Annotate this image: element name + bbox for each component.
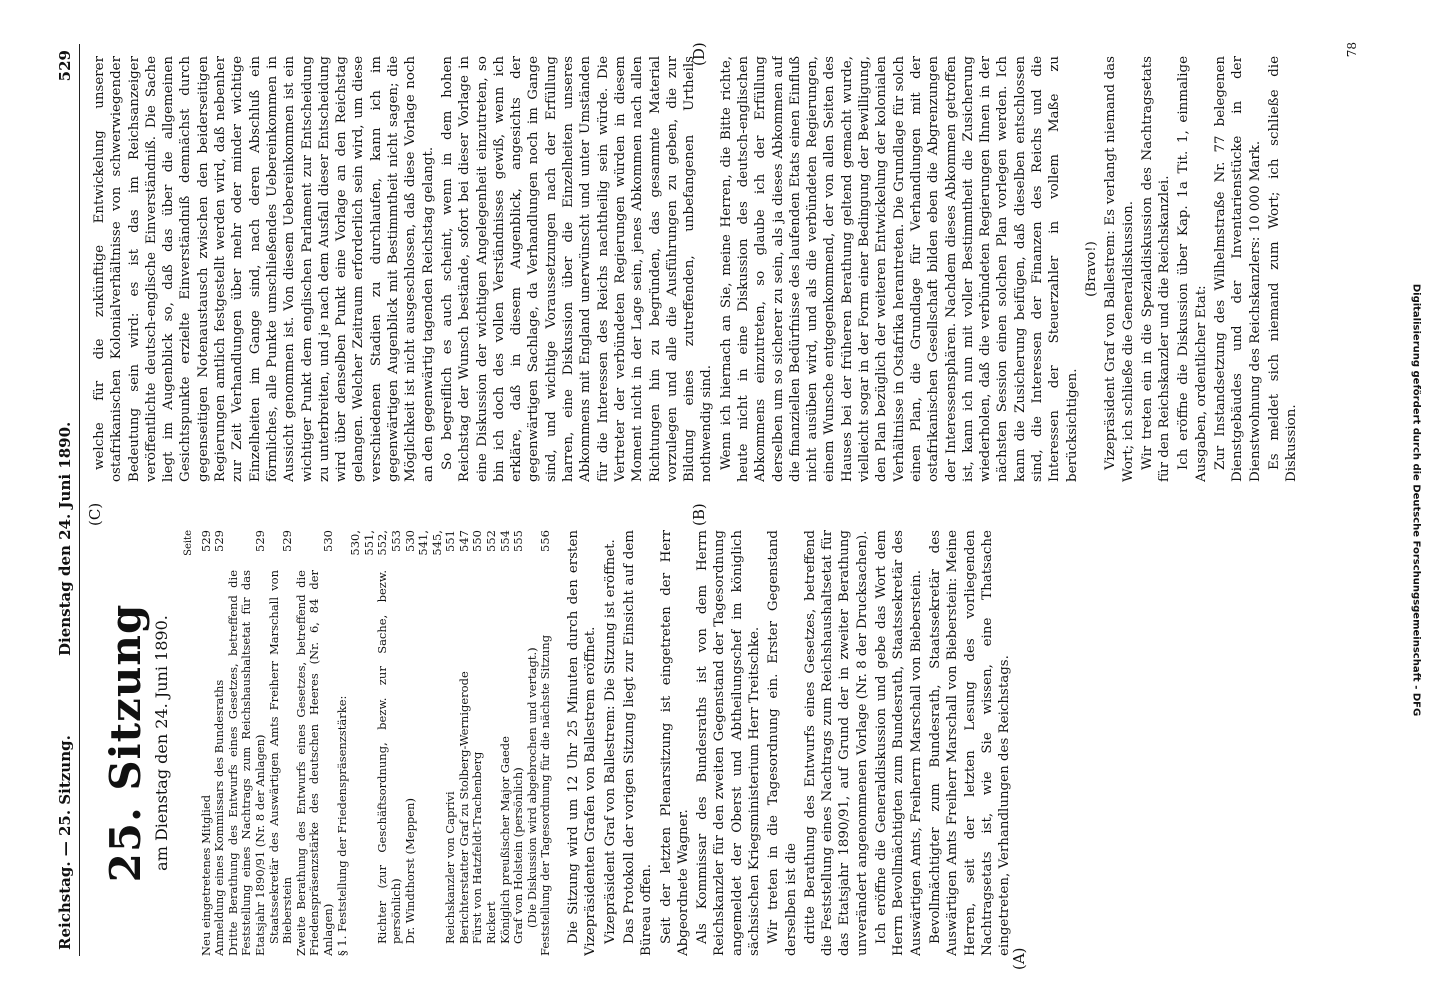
toc-entry-text: § 1. Feststellung der Friedenspräsenzstärke: xyxy=(334,695,349,956)
margin-letter-d: (D) xyxy=(690,42,708,66)
toc-entry xyxy=(200,530,214,956)
toc-entry-text: Neu eingetretenes Mitglied xyxy=(198,794,213,956)
toc-entry xyxy=(499,530,513,956)
toc-entry-text: Berichterstatter Graf zu Stolberg-Wernigerode xyxy=(456,671,471,944)
toc-entry-text: Richter (zur Geschäftsordnung, bezw. zur Sache, bezw. persönlich) xyxy=(375,570,403,944)
paragraph: welche für die zukünftige Entwickelung unserer ostafrikanischen Kolonialverhältnisse von schwerwiegender Bedeutung sein wird: es ist das im Reichsanzeiger veröffentlichte deutsch-englische Einverständniß. Die Sache liegt im Augenblick so, daß das über die allgemeinen Gesichtspunkte erzielte Einverständniß demnächst durch gegenseitigen Notenaustausch zwischen den beiderseitigen Regierungen amtlich festgestellt werden wird, daß nebenher zur Zeit Verhandlungen über mehr oder minder wichtige Einzelheiten im Gange sind, nach deren Abschluß ein förmliches, alle Punkte umschließendes Uebereinkommen in Aussicht genommen ist. Von diesem Uebereinkommen ist ein wichtiger Punkt dem englischen Parlament zur Entscheidung zu unterbreiten, und je nach dem Ausfall dieser Entscheidung wird über denselben Punkt eine Vorlage an den Reichstag gelangen. Welcher Zeitraum erforderlich sein wird, um diese verschiedenen Stadien zu durchlaufen, kann ich im gegenwärtigen Augenblick mit Bestimmtheit nicht sagen; die Möglichkeit ist nicht ausgeschlossen, daß diese Vorlage noch an den gegenwärtig tagenden Reichstag gelangt. xyxy=(92,56,436,482)
toc-entry xyxy=(349,530,403,956)
header-date: Dienstag den 24. Juni 1890. xyxy=(56,421,74,656)
margin-letter-a: (A) xyxy=(1010,947,1028,970)
paragraph: Es meldet sich niemand zum Wort; ich schließe die Diskussion. xyxy=(1266,56,1300,482)
paragraph: Die Sitzung wird um 12 Uhr 25 Minuten durch den ersten Vizepräsidenten Grafen von Ballestrem eröffnet. xyxy=(566,530,599,956)
right-column-body xyxy=(91,56,1300,482)
toc-entry-page: 530, 551, 552, 553 xyxy=(348,530,403,556)
page-header xyxy=(51,44,80,956)
toc-entry xyxy=(485,530,499,956)
paragraph: So begreiflich es auch scheint, wenn in dem hohen Reichstag der Wunsch bestände, sofort bei dieser Vorlage in eine Diskussion der wichtigen Angelegenheit einzutreten, so bin ich doch des vollen Verständnisses gewiß, wenn ich erkläre, daß in diesem Augenblick, angesichts der gegenwärtigen Sachlage, da Verhandlungen noch im Gange sind, und wichtige Voraussetzungen nach der Erfüllung harren, eine Diskussion über die Einzelheiten unseres Abkommens mit England unerwünscht und unter Umständen für die Interessen des Reichs nachtheilig sein würde. Die Vertreter der verbündeten Regierungen würden in diesem Moment nicht in der Lage sein, jenes Abkommen nach allen Richtungen hin zu begründen, das gesammte Material vorzulegen und alle die Ausführungen zu geben, die zur Bildung eines zutreffenden, unbefangenen Urtheils nothwendig sind. xyxy=(439,56,715,482)
toc-entry xyxy=(336,530,350,956)
toc-entry-text: Reichskanzler von Caprivi xyxy=(443,791,458,944)
toc-entry-page xyxy=(526,530,540,570)
toc-entry-page: 555 xyxy=(511,530,526,552)
paragraph: Vizepräsident Graf von Ballestrem: Es verlangt niemand das Wort; ich schließe die Generaldiskussion. xyxy=(1103,56,1136,482)
paragraph: Wir treten in die Tagesordnung ein. Erster Gegenstand derselben ist die xyxy=(766,530,799,956)
toc-entry-text: Staatssekretär des Auswärtigen Amts Freiherr Marschall von Bieberstein xyxy=(266,570,295,944)
toc-entry-page: 541, 545, 551 xyxy=(416,530,458,556)
toc-entry xyxy=(512,530,526,956)
paragraph: Das Protokoll der vorigen Sitzung liegt zur Einsicht auf dem Büreau offen. xyxy=(621,530,655,956)
paragraph: Ich eröffne die Generaldiskussion und gebe das Wort dem Herrn Bevollmächtigten zum Bundesrath, Staatssekretär des Auswärtigen Amts, Freiherrn Marschall von Bieberstein. xyxy=(874,530,924,956)
paragraph: Bevollmächtigter zum Bundesrath, Staatssekretär des Auswärtigen Amts Freiherr Marschall von Bieberstein: Meine Herren, seit der letzten Lesung des vorliegenden Nachtragsetats ist, wie Sie wissen, eine Thatsache eingetreten, Verhandlungen des Reichstags. xyxy=(927,530,1013,956)
funding-note xyxy=(1400,0,1432,1000)
toc-entry xyxy=(458,530,472,956)
toc-entry-page xyxy=(336,530,350,570)
left-column xyxy=(91,530,1015,956)
paragraph: dritte Berathung des Entwurfs eines Gesetzes, betreffend die Feststellung eines Nachtrags zum Reichshaushaltsetat für das Etatsjahr 1890/91, auf Grund der in zweiter Berathung unverändert angenommenen Vorlage (Nr. 8 der Drucksachen). xyxy=(802,530,870,956)
toc-entry-page: 530 xyxy=(320,530,335,552)
toc-entry-page: 547 xyxy=(456,530,471,552)
toc-entry-page: 556 xyxy=(538,530,553,552)
paragraph: (Bravo!) xyxy=(1083,241,1099,297)
paragraph: Vizepräsident Graf von Ballestrem: Die Sitzung ist eröffnet. xyxy=(602,539,618,944)
printer-signature: 78 xyxy=(1344,42,1359,58)
paragraph: Als Kommissar des Bundesraths ist von dem Herrn Reichskanzler für den zweiten Gegenstand der Tagesordnung angemeldet der Oberst und Abtheilungschef im königlich sächsischen Kriegsministerium Herr Treitschke. xyxy=(695,530,762,956)
right-column xyxy=(91,56,1302,482)
toc-seite-label: Seite xyxy=(183,530,195,556)
toc-entry xyxy=(268,530,295,956)
toc-entry-text: Zweite Berathung des Entwurfs eines Gesetzes, betreffend die Friedenspräsenzstärke des deutschen Heeres (Nr. 6, 84 der Anlagen) xyxy=(293,570,335,956)
toc-entry-page: 552 xyxy=(484,530,499,552)
funding-note-text: Digitalisierung gefördert durch die Deutsche Forschungsgemeinschaft - DFG xyxy=(1410,283,1422,717)
toc-entry-page: 529 xyxy=(212,530,227,552)
toc-entry-page: 529 xyxy=(198,530,213,552)
left-column-body xyxy=(565,530,1013,956)
paragraph: Zur Instandsetzung des Wilhelmstraße Nr. 77 belegenen Dienstgebäudes und der Inventarienstücke in der Dienstwohnung des Reichskanzlers: 10 000 Mark. xyxy=(1213,56,1263,482)
margin-letter-b: (B) xyxy=(690,503,708,526)
toc-entry-text: Feststellung der Tagesordnung für die nächste Sitzung xyxy=(538,634,553,956)
toc-entry-page: 530 xyxy=(402,530,417,552)
header-left: Reichstag. — 25. Sitzung. xyxy=(56,735,74,950)
paragraph: Wir treten ein in die Spezialdiskussion des Nachtragsetats für den Reichskanzler und die Reichskanzlei. xyxy=(1139,56,1173,482)
margin-letter-c: (C) xyxy=(86,502,104,526)
toc-entry xyxy=(526,530,540,956)
toc-entry-text: (Die Diskussion wird abgebrochen und vertagt.) xyxy=(524,647,539,928)
toc-entry-text: Graf von Holstein (persönlich) xyxy=(511,767,526,944)
document-page xyxy=(51,30,1381,970)
page-number: 529 xyxy=(56,50,74,82)
paragraph: Seit der letzten Plenarsitzung ist eingetreten der Herr Abgeordnete Wagner. xyxy=(658,530,691,956)
toc-entry xyxy=(404,530,418,956)
toc-entry xyxy=(539,530,553,956)
toc-entry-page: 550 xyxy=(470,530,485,552)
toc-entry-text: Rickert xyxy=(484,901,499,944)
toc-entry-page: 529 xyxy=(280,530,295,552)
toc-entry xyxy=(471,530,485,956)
toc-entry-text: Anmeldung eines Kommissars des Bundesraths xyxy=(212,679,227,956)
toc-entry xyxy=(417,530,458,956)
toc-entry-text: Fürst von Hatzfeldt-Trachenberg xyxy=(470,751,485,944)
toc-entry-text: Königlich preußischer Major Gaede xyxy=(497,736,512,944)
toc-entry-page: 529 xyxy=(252,530,267,552)
session-title: 25. Sitzung xyxy=(101,603,150,883)
toc-entry-page: 554 xyxy=(497,530,512,552)
toc-entry-text: Dr. Windthorst (Meppen) xyxy=(402,798,417,944)
table-of-contents xyxy=(200,530,553,956)
session-date: am Dienstag den 24. Juni 1890. xyxy=(152,615,171,871)
toc-entry xyxy=(227,530,268,956)
toc-entry xyxy=(295,530,336,956)
paragraph: Ich eröffne die Diskussion über Kap. 1a Tit. 1, einmalige Ausgaben, ordentlicher Etat: xyxy=(1176,56,1209,482)
toc-entry-text: Dritte Berathung des Entwurfs eines Gesetzes, betreffend die Feststellung eines Nachtrags zum Reichshaushaltsetat für das Etatsjahr 1890/91 (Nr. 8 der Anlagen) xyxy=(225,570,267,956)
toc-entry xyxy=(213,530,227,956)
paragraph: Wenn ich hiernach an Sie, meine Herren, die Bitte richte, heute nicht in eine Diskussion des deutsch-englischen Abkommens einzutreten, so glaube ich der Erfüllung derselben um so sicherer zu sein, als ja dieses Abkommen auf die finanziellen Bedürfnisse des laufenden Etats einen Einfluß nicht ausüben wird, und als die verbündeten Regierungen, einem Wunsche entgegenkommend, der von allen Seiten des Hauses bei der früheren Berathung geltend gemacht wurde, vielleicht sogar in der Form einer Bedingung der Bewilligung, den Plan bezüglich der weiteren Entwickelung der kolonialen Verhältnisse in Ostafrika herantreten. Die Grundlage für solch einen Plan, die Grundlage für Verhandlungen mit der ostafrikanischen Gesellschaft bilden eben die Abgrenzungen der Interessensphären. Nachdem dieses Abkommen getroffen ist, kann ich nun mit voller Bestimmtheit die Zusicherung wiederholen, daß die verbündeten Regierungen Ihnen in der nächsten Session einen solchen Plan vorlegen werden. Ich kann die Zusicherung beifügen, daß dieselben entschlossen sind, die Interessen der Finanzen des Reichs und die Interessen der Steuerzahler in vollem Maße zu berücksichtigen. xyxy=(718,56,1080,482)
